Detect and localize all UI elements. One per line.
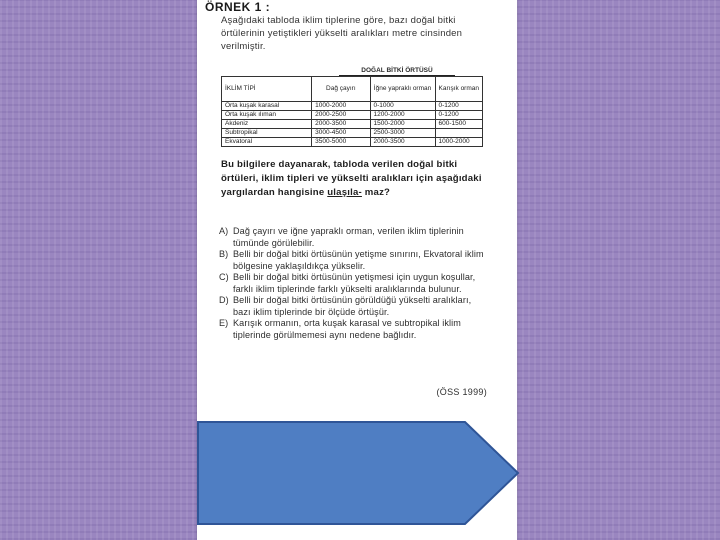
- intro-text: Aşağıdaki tabloda iklim tiplerine göre, bazı doğal bitki örtülerinin yetiştikleri yükselti aralıkları metre cinsinden verilmiştir.: [221, 15, 463, 52]
- table-header-cell: Dağ çayırı: [312, 77, 370, 102]
- pentagon-arrow-icon[interactable]: [197, 421, 520, 525]
- table-cell: Orta kuşak ılıman: [222, 111, 312, 120]
- option-a[interactable]: [219, 226, 487, 249]
- option-c[interactable]: [219, 272, 487, 295]
- option-text: Belli bir doğal bitki örtüsünün yetişme sınırını, Ekvatoral iklim bölgesine yaklaşıldıkça yükselir.: [233, 249, 484, 271]
- table-cell: [435, 129, 482, 138]
- table-header-cell: İKLİM TİPİ: [222, 77, 312, 102]
- option-text: Belli bir doğal bitki örtüsünün yetişmesi için uygun koşullar, farklı iklim tiplerinde farklı yükselti aralıklarında bulunur.: [233, 272, 476, 294]
- table-cell: 1000-2000: [435, 138, 482, 147]
- option-text: Karışık ormanın, orta kuşak karasal ve subtropikal iklim tiplerinde görülmemesi aynı nedene bağlıdır.: [233, 318, 461, 340]
- option-letter: C): [219, 272, 229, 282]
- table-row: [222, 129, 483, 138]
- table-cell: Ekvatoral: [222, 138, 312, 147]
- table-cell: 2000-3500: [312, 120, 370, 129]
- table-cell: 1000-2000: [312, 102, 370, 111]
- question-tail: maz?: [364, 187, 391, 198]
- table-cell: 2000-3500: [370, 138, 435, 147]
- table-row: [222, 111, 483, 120]
- table-cell: Orta kuşak karasal: [222, 102, 312, 111]
- table-header-row: [222, 77, 483, 102]
- table-cell: 1200-2000: [370, 111, 435, 120]
- table-cell: 3500-5000: [312, 138, 370, 147]
- option-letter: D): [219, 295, 229, 305]
- table-cell: 600-1500: [435, 120, 482, 129]
- table-row: [222, 138, 483, 147]
- option-b[interactable]: [219, 249, 487, 272]
- option-e[interactable]: [219, 318, 487, 341]
- option-text: Belli bir doğal bitki örtüsünün görüldüğü yükselti aralıkları, bazı iklim tiplerinde bir ölçüde örtüşür.: [233, 295, 472, 317]
- answer-options: [219, 226, 487, 341]
- arrow-shape[interactable]: [198, 422, 518, 524]
- example-title: ÖRNEK 1 :: [205, 0, 271, 14]
- table-row: [222, 120, 483, 129]
- option-letter: E): [219, 318, 229, 328]
- table-cell: Subtropikal: [222, 129, 312, 138]
- option-letter: A): [219, 226, 229, 236]
- table-header-cell: İğne yapraklı orman: [370, 77, 435, 102]
- source-citation: (ÖSS 1999): [436, 387, 487, 397]
- table-cell: 2500-3000: [370, 129, 435, 138]
- table-caption: DOĞAL BİTKİ ÖRTÜSÜ: [339, 66, 455, 76]
- table-cell: 1500-2000: [370, 120, 435, 129]
- option-letter: B): [219, 249, 229, 259]
- option-text: Dağ çayırı ve iğne yapraklı orman, verilen iklim tiplerinin tümünde görülebilir.: [233, 226, 464, 248]
- question-underlined: ulaşıla-: [327, 187, 362, 198]
- table-cell: 3000-4500: [312, 129, 370, 138]
- option-d[interactable]: [219, 295, 487, 318]
- table-cell: 0-1200: [435, 102, 482, 111]
- table-cell: 0-1200: [435, 111, 482, 120]
- question-text: [221, 158, 487, 200]
- table-header-cell: Karışık orman: [435, 77, 482, 102]
- table-cell: 2000-2500: [312, 111, 370, 120]
- vegetation-table: [221, 76, 483, 147]
- question-body: Bu bilgilere dayanarak, tabloda verilen doğal bitki örtüleri, iklim tipleri ve yükselti aralıkları için aşağıdaki yargılardan hangisine: [221, 159, 482, 198]
- table-cell: 0-1000: [370, 102, 435, 111]
- table-cell: Akdeniz: [222, 120, 312, 129]
- table-row: [222, 102, 483, 111]
